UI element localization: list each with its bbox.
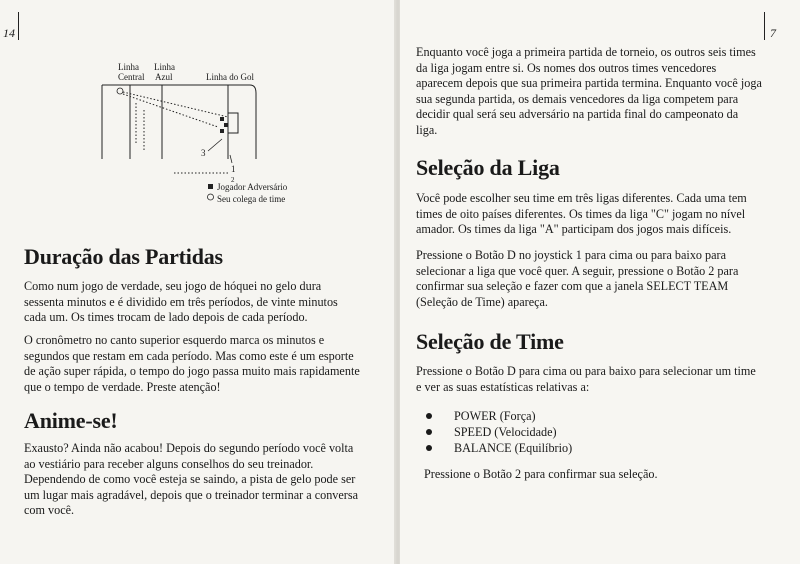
- bullet-icon: [426, 429, 432, 435]
- list-item: [424, 424, 572, 440]
- bullet-icon: [426, 413, 432, 419]
- bullet-text-balance: BALANCE (Equilíbrio): [454, 441, 573, 455]
- list-item: [424, 440, 572, 456]
- bullet-icon: [426, 445, 432, 451]
- legend-teammate: Seu colega de time: [217, 194, 286, 204]
- label-central-line-2: Central: [118, 72, 145, 82]
- heading-duracao: Duração das Partidas: [24, 244, 223, 269]
- label-central-line-1: Linha: [118, 62, 139, 72]
- heading-selecao-liga: Seleção da Liga: [416, 155, 560, 180]
- heading-anime-se: Anime-se!: [24, 408, 118, 433]
- marker-3: 3: [201, 148, 206, 158]
- label-blue-line-1: Linha: [154, 62, 175, 72]
- page-number-left: 14: [3, 26, 15, 40]
- stats-bullet-list: [424, 408, 572, 456]
- paragraph-intro: Enquanto você joga a primeira partida de torneio, os outros seis times da liga jogam entre si. Os nomes dos outros times vencedores aparecem depois que sua primeira partida termina. Enquanto você joga sua segunda partida, os demais vencedores da liga competem para decidir qual será seu adversário na partida final do campeonato da liga.: [416, 45, 762, 137]
- page-number-right: 7: [770, 26, 776, 40]
- left-page: [0, 0, 396, 564]
- paragraph-time-1: Pressione o Botão D para cima ou para baixo para selecionar um time e ver as suas estatísticas relativas a:: [416, 364, 756, 394]
- paragraph-liga-1: Você pode escolher seu time em três ligas diferentes. Cada uma tem times de oito países diferentes. Os times da liga "C" jogam no nível amador. Os times da liga "A" participam dos jogos mais difíceis.: [416, 191, 747, 237]
- label-blue-line-2: Azul: [155, 72, 173, 82]
- heading-selecao-time: Seleção de Time: [416, 329, 564, 354]
- right-page: [400, 0, 800, 564]
- paragraph-liga-2: Pressione o Botão D no joystick 1 para cima ou para baixo para selecionar a liga que você quer. A seguir, pressione o Botão 2 para confirmar sua seleção e fazer com que a janela SELECT TEAM (Seleção de Time) apareça.: [416, 248, 739, 309]
- label-goal-line: Linha do Gol: [206, 72, 254, 82]
- paragraph-time-2: Pressione o Botão 2 para confirmar sua seleção.: [424, 467, 658, 481]
- paragraph-duracao-2: O cronômetro no canto superior esquerdo marca os minutos e segundos que restam em cada período. Mas como este é um esporte de ação super rápida, o tempo do jogo passa muito mais rapidamente que o tempo de verdade. Preste atenção!: [24, 333, 360, 394]
- list-item: [424, 408, 572, 424]
- page-number-rule-left: [18, 12, 19, 40]
- page-number-rule-right: [764, 12, 765, 40]
- bullet-text-power: POWER (Força): [454, 409, 536, 423]
- bullet-text-speed: SPEED (Velocidade): [454, 425, 557, 439]
- paragraph-anime-se: Exausto? Ainda não acabou! Depois do segundo período você volta ao vestiário para receber alguns conselhos do seu treinador. Dependendo de como você esteja se saindo, a pista de gelo pode ser um lugar mais agradável, depois que o treinador terminar a conversa com você.: [24, 441, 359, 518]
- rink-diagram: [100, 55, 310, 215]
- marker-2: 2: [231, 176, 235, 184]
- marker-1: 1: [231, 164, 236, 174]
- paragraph-duracao-1: Como num jogo de verdade, seu jogo de hóquei no gelo dura sessenta minutos e é dividido em três períodos, de vinte minutos cada um. Os times trocam de lado depois de cada período.: [24, 279, 338, 325]
- legend-opponent: Jogador Adversário: [217, 182, 288, 192]
